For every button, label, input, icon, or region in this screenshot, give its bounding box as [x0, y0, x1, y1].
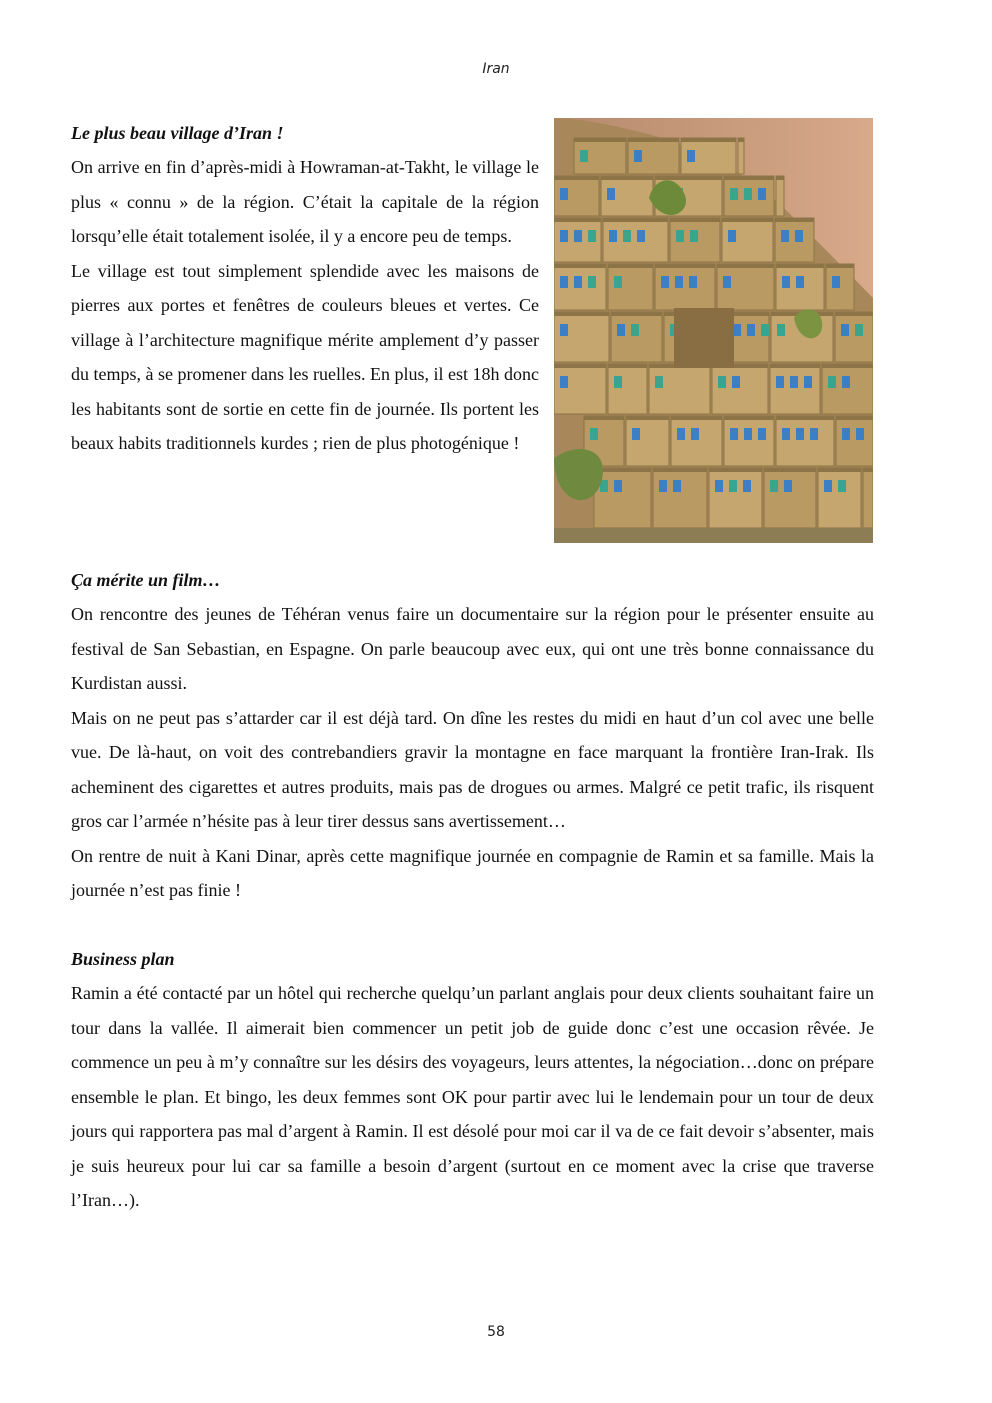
- house: [608, 364, 647, 414]
- window: [733, 324, 741, 336]
- roof-edge: [717, 264, 774, 268]
- window: [661, 276, 669, 288]
- house: [724, 416, 774, 466]
- window: [841, 324, 849, 336]
- roof-edge: [584, 416, 624, 420]
- window: [770, 480, 778, 492]
- roof-edge: [836, 416, 873, 420]
- window: [614, 276, 622, 288]
- window: [687, 150, 695, 162]
- house: [611, 312, 662, 362]
- house: [776, 176, 784, 216]
- section-film: [71, 563, 874, 908]
- window: [782, 276, 790, 288]
- roof-edge: [626, 416, 669, 420]
- window: [729, 480, 737, 492]
- house: [554, 312, 609, 362]
- roof-edge: [724, 416, 774, 420]
- paragraph: On rentre de nuit à Kani Dinar, après cette magnifique journée en compagnie de Ramin et sa famille. Mais la journée n’est pas finie !: [71, 845, 874, 900]
- window: [804, 376, 812, 388]
- roof-edge: [653, 468, 707, 472]
- house: [776, 416, 834, 466]
- window: [728, 230, 736, 242]
- window: [560, 230, 568, 242]
- section-village: [71, 116, 539, 461]
- roof-edge: [776, 264, 824, 268]
- village-photo-illustration: [554, 118, 873, 543]
- window: [634, 150, 642, 162]
- roof-edge: [670, 218, 720, 222]
- page-number: 58: [487, 1324, 505, 1340]
- roof-edge: [775, 218, 814, 222]
- window: [588, 276, 596, 288]
- window: [732, 376, 740, 388]
- roof-edge: [709, 468, 762, 472]
- window: [590, 428, 598, 440]
- window: [776, 376, 784, 388]
- house: [822, 364, 873, 414]
- window: [691, 428, 699, 440]
- section-business-plan: [71, 942, 874, 1218]
- roof-edge: [655, 176, 722, 180]
- window: [659, 480, 667, 492]
- window: [673, 480, 681, 492]
- window: [828, 376, 836, 388]
- roof-edge: [611, 312, 662, 316]
- roof-edge: [776, 416, 834, 420]
- roof-edge: [818, 468, 861, 472]
- window: [560, 376, 568, 388]
- roof-edge: [776, 176, 784, 180]
- window: [744, 188, 752, 200]
- window: [758, 428, 766, 440]
- roof-edge: [822, 364, 873, 368]
- window: [824, 480, 832, 492]
- window: [560, 188, 568, 200]
- window: [574, 276, 582, 288]
- window: [677, 428, 685, 440]
- section-heading: Business plan: [71, 949, 175, 969]
- house: [594, 468, 651, 528]
- roof-edge: [608, 264, 653, 268]
- roof-edge: [764, 468, 816, 472]
- house: [709, 468, 762, 528]
- window: [784, 480, 792, 492]
- window: [777, 324, 785, 336]
- section-heading: Le plus beau village d’Iran !: [71, 123, 284, 143]
- window: [623, 230, 631, 242]
- roof-edge: [826, 264, 854, 268]
- house: [626, 416, 669, 466]
- window: [614, 480, 622, 492]
- window: [761, 324, 769, 336]
- roof-edge: [770, 364, 820, 368]
- window: [718, 376, 726, 388]
- house: [770, 364, 820, 414]
- village-photo: [554, 118, 873, 543]
- house: [775, 218, 814, 262]
- window: [744, 428, 752, 440]
- house: [649, 364, 710, 414]
- window: [730, 188, 738, 200]
- window: [810, 428, 818, 440]
- window: [855, 324, 863, 336]
- roof-edge: [554, 364, 606, 368]
- window: [781, 230, 789, 242]
- paragraph: On arrive en fin d’après-midi à Howraman-at-Takht, le village le plus « connu » de la région. C’était la capitale de la région lorsqu’elle était totalement isolée, il y a encore peu de temps.: [71, 157, 539, 246]
- window: [842, 428, 850, 440]
- window: [560, 276, 568, 288]
- window: [689, 276, 697, 288]
- window: [838, 480, 846, 492]
- window: [574, 230, 582, 242]
- window: [560, 324, 568, 336]
- window: [655, 376, 663, 388]
- paragraph: On rencontre des jeunes de Téhéran venus faire un documentaire sur la région pour le présenter ensuite au festival de San Sebastian, en Espagne. On parle beaucoup avec eux, qui ont une très bonne connaissance du Kurdistan aussi.: [71, 604, 874, 693]
- house: [653, 468, 707, 528]
- window: [690, 230, 698, 242]
- window: [782, 428, 790, 440]
- house: [738, 138, 744, 174]
- roof-edge: [603, 218, 668, 222]
- window: [715, 480, 723, 492]
- window: [614, 376, 622, 388]
- roof-edge: [655, 264, 715, 268]
- window: [743, 480, 751, 492]
- roof-edge: [608, 364, 647, 368]
- running-header: Iran: [482, 61, 510, 77]
- window: [617, 324, 625, 336]
- window: [631, 324, 639, 336]
- roof-edge: [722, 218, 773, 222]
- window: [676, 230, 684, 242]
- paragraph: Le village est tout simplement splendide avec les maisons de pierres aux portes et fenêtres de couleurs bleues et vertes. Ce village à l’architecture magnifique mérite amplement d’y passer du temps, à se promener dans les ruelles. En plus, il est 18h donc les habitants sont de sortie en cette fin de journée. Ils portent les beaux habits traditionnels kurdes ; rien de plus photogénique !: [71, 260, 539, 453]
- house: [835, 312, 873, 362]
- house: [554, 364, 606, 414]
- roof-edge: [628, 138, 679, 142]
- roof-edge: [554, 176, 599, 180]
- section-heading: Ça mérite un film…: [71, 570, 221, 590]
- roof-edge: [671, 416, 722, 420]
- window: [723, 276, 731, 288]
- roof-edge: [574, 138, 626, 142]
- house: [863, 468, 873, 528]
- house: [712, 364, 768, 414]
- window: [856, 428, 864, 440]
- house: [836, 416, 873, 466]
- window: [609, 230, 617, 242]
- roof-edge: [554, 264, 606, 268]
- window: [675, 276, 683, 288]
- window: [588, 230, 596, 242]
- window: [790, 376, 798, 388]
- window: [607, 188, 615, 200]
- roof-edge: [681, 138, 736, 142]
- window: [747, 324, 755, 336]
- roof-edge: [863, 468, 873, 472]
- window: [580, 150, 588, 162]
- paragraph: Mais on ne peut pas s’attarder car il est déjà tard. On dîne les restes du midi en haut d’un col avec une belle vue. De là-haut, on voit des contrebandiers gravir la montagne en face marquant la frontière Iran-Irak. Ils acheminent des cigarettes et autres produits, mais pas de drogues ou armes. Malgré ce petit trafic, ils risquent gros car l’armée n’hésite pas à leur tirer dessus sans avertissement…: [71, 707, 874, 831]
- house: [671, 416, 722, 466]
- window: [795, 230, 803, 242]
- window: [637, 230, 645, 242]
- paragraph: Ramin a été contacté par un hôtel qui recherche quelqu’un parlant anglais pour deux clients souhaitant faire un tour dans la vallée. Il aimerait bien commencer un petit job de guide donc c’est une occasion rêvée. Je commence un peu à m’y connaître sur les désirs des voyageurs, leurs attentes, la négociation…donc on prépare ensemble le plan. Et bingo, les deux femmes sont OK pour partir avec lui le lendemain pour un tour de deux jours qui rapportera pas mal d’argent à Ramin. Il est désolé pour moi car il va de ce fait devoir s’absenter, mais je suis heureux pour lui car sa famille a besoin d’argent (surtout en ce moment avec la crise que traverse l’Iran…).: [71, 983, 874, 1210]
- window: [730, 428, 738, 440]
- window: [842, 376, 850, 388]
- roof-edge: [835, 312, 873, 316]
- roof-edge: [724, 176, 774, 180]
- window: [832, 276, 840, 288]
- roof-edge: [601, 176, 653, 180]
- roof-edge: [554, 218, 601, 222]
- roof-edge: [554, 312, 609, 316]
- house: [818, 468, 861, 528]
- window: [758, 188, 766, 200]
- roof-edge: [738, 138, 744, 142]
- house: [764, 468, 816, 528]
- window: [796, 276, 804, 288]
- window: [796, 428, 804, 440]
- window: [632, 428, 640, 440]
